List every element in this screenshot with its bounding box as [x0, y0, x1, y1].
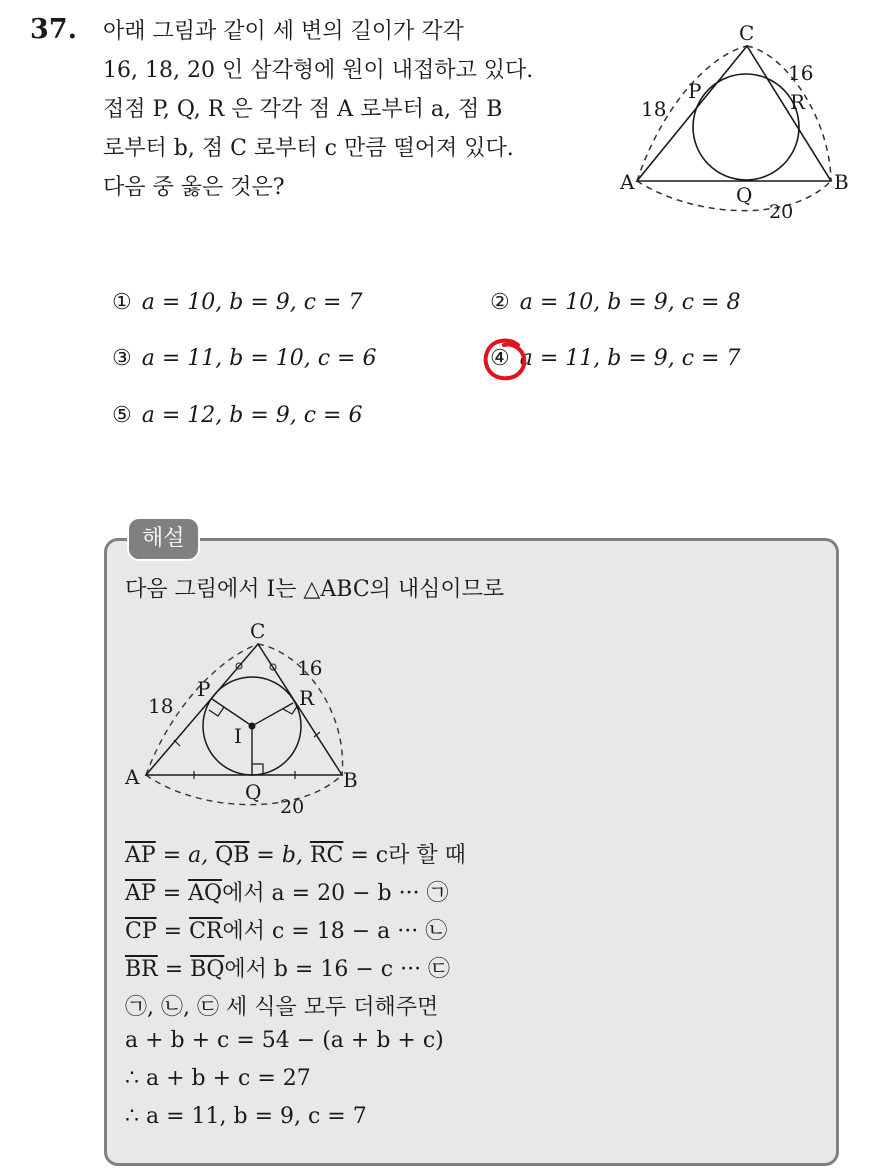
- explanation-line-4: [125, 952, 450, 983]
- option-1-marker: ①: [112, 290, 132, 315]
- segment-br: $\overline{BR}$: [125, 957, 158, 982]
- option-5-text: a = 12, b = 9, c = 6: [141, 403, 363, 428]
- question-line-2: 16, 18, 20 인 삼각형에 원이 내접하고 있다.: [103, 58, 534, 83]
- label-r-2: R: [299, 686, 315, 710]
- tick-ap: [174, 740, 180, 746]
- option-3[interactable]: [112, 346, 376, 371]
- label-c: C: [739, 21, 755, 45]
- label-b-2: B: [343, 768, 358, 792]
- question-line-1: 아래 그림과 같이 세 변의 길이가 각각: [103, 19, 464, 44]
- label-side-cb: 16: [788, 61, 814, 85]
- segment-ap: $\overline{AP}$: [125, 843, 156, 868]
- option-2-marker: ②: [490, 290, 510, 315]
- explanation-line-5: ㉠, ㉡, ㉢ 세 식을 모두 더해주면: [125, 995, 439, 1020]
- explanation-line-1: [125, 838, 466, 869]
- label-side-ab-2: 20: [280, 796, 305, 817]
- segment-rc: $\overline{RC}$: [309, 843, 344, 868]
- explanation-line-7: ∴ a + b + c = 27: [125, 1066, 311, 1091]
- label-a-2: A: [125, 765, 140, 789]
- explanation-line-2: [125, 876, 449, 907]
- label-side-ca: 18: [641, 97, 667, 121]
- equation-3: 에서 b = 16 − c ··· ㉢: [224, 957, 451, 982]
- dashed-arc-ab: [637, 181, 831, 211]
- option-4-marker: ④: [490, 346, 510, 371]
- label-r: R: [790, 90, 806, 114]
- option-4-text: a = 11, b = 9, c = 7: [519, 346, 741, 371]
- question-line-3: 접점 P, Q, R 은 각각 점 A 로부터 a, 점 B: [103, 97, 503, 122]
- equals: =: [157, 957, 191, 982]
- label-c-2: C: [250, 619, 266, 643]
- question-number: 37.: [30, 14, 77, 45]
- label-side-ab: 20: [769, 201, 794, 223]
- equals: =: [156, 919, 190, 944]
- right-angle-r: [283, 705, 298, 714]
- explanation-tag: 해설: [127, 517, 200, 561]
- explanation-line-8: ∴ a = 11, b = 9, c = 7: [125, 1104, 367, 1129]
- option-1-text: a = 10, b = 9, c = 7: [141, 290, 363, 315]
- option-3-text: a = 11, b = 10, c = 6: [141, 346, 377, 371]
- equation-2: 에서 c = 18 − a ··· ㉡: [222, 919, 448, 944]
- equals: =: [155, 881, 189, 906]
- question-line-4: 로부터 b, 점 C 로부터 c 만큼 떨어져 있다.: [103, 136, 514, 161]
- segment-qb: $\overline{QB}$: [215, 843, 250, 868]
- dashed-arc-ab-2: [146, 775, 342, 805]
- label-a: A: [620, 170, 635, 194]
- label-i: I: [234, 724, 242, 748]
- label-p: P: [688, 79, 702, 103]
- radius-ip: [212, 699, 252, 726]
- label-b: B: [834, 170, 849, 194]
- option-5-marker: ⑤: [112, 403, 132, 428]
- text-b: = b,: [249, 843, 310, 868]
- option-1[interactable]: [112, 290, 362, 315]
- label-p-2: P: [197, 677, 211, 701]
- option-2-text: a = 10, b = 9, c = 8: [519, 290, 741, 315]
- incenter-point: [249, 723, 256, 730]
- segment-ap-2: $\overline{AP}$: [125, 881, 156, 906]
- explanation-line-3: [125, 914, 447, 945]
- radius-ir: [252, 703, 293, 726]
- segment-bq: $\overline{BQ}$: [190, 957, 225, 982]
- label-side-cb-2: 16: [297, 656, 323, 680]
- option-3-marker: ③: [112, 346, 132, 371]
- right-angle-p: [209, 707, 224, 716]
- explanation-intro: 다음 그림에서 I는 △ABC의 내심이므로: [125, 577, 505, 602]
- incenter-figure: [118, 612, 368, 817]
- incircle: [693, 74, 799, 180]
- question-line-5: 다음 중 옳은 것은?: [103, 175, 285, 200]
- text-c: = c라 할 때: [343, 843, 466, 868]
- label-q-2: Q: [245, 780, 262, 804]
- explanation-line-6: a + b + c = 54 − (a + b + c): [125, 1028, 444, 1053]
- question-text: [103, 12, 593, 207]
- segment-aq: $\overline{AQ}$: [188, 881, 223, 906]
- option-5[interactable]: [112, 403, 362, 428]
- option-2[interactable]: [490, 290, 740, 315]
- segment-cp: $\overline{CP}$: [125, 919, 157, 944]
- triangle-figure: [605, 18, 865, 228]
- label-side-ca-2: 18: [148, 694, 174, 718]
- answer-circle-mark: [480, 336, 530, 384]
- segment-cr: $\overline{CR}$: [189, 919, 223, 944]
- equation-1: 에서 a = 20 − b ··· ㉠: [222, 881, 449, 906]
- text-a: = a,: [155, 843, 216, 868]
- label-q: Q: [736, 183, 753, 207]
